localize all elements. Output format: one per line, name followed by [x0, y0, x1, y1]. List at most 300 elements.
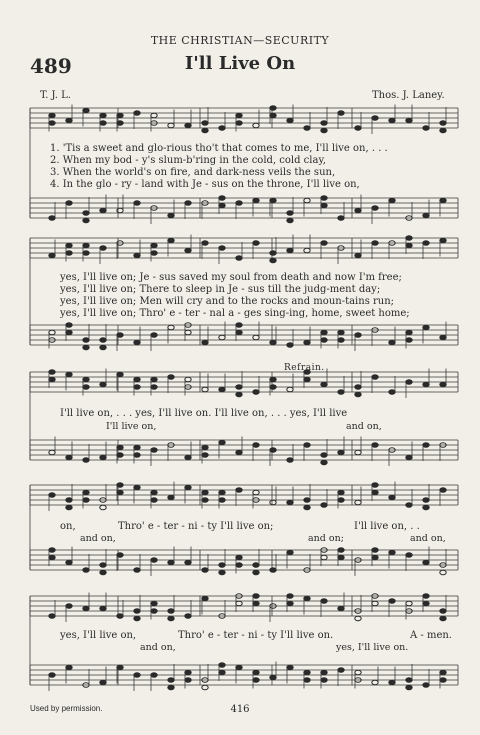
note-head: [338, 498, 344, 503]
note-head: [100, 338, 106, 343]
note-head: [389, 340, 395, 345]
note-head: [219, 440, 225, 445]
note-head: [134, 111, 140, 116]
note-head: [117, 453, 123, 458]
note-head: [406, 553, 412, 558]
note-head: [270, 448, 276, 453]
refrain-line-2-treble-c: I'll live on, . .: [354, 521, 420, 532]
note-head: [117, 483, 123, 488]
note-head: [304, 498, 310, 503]
note-head: [49, 121, 55, 126]
note-head: [321, 196, 327, 201]
permission-note: Used by permission.: [30, 704, 103, 713]
note-head: [49, 253, 55, 258]
note-head: [287, 458, 293, 463]
note-head: [134, 385, 140, 390]
note-head: [321, 503, 327, 508]
note-head: [253, 594, 259, 599]
note-head: [253, 241, 259, 246]
note-head: [338, 606, 344, 611]
note-head: [406, 678, 412, 683]
note-head: [134, 616, 140, 621]
note-head: [185, 485, 191, 490]
note-head: [338, 338, 344, 343]
note-head: [338, 111, 344, 116]
note-head: [202, 340, 208, 345]
note-head: [355, 616, 361, 621]
note-head: [270, 113, 276, 118]
note-head: [66, 372, 72, 377]
note-head: [100, 121, 106, 126]
verse-3-line-2: yes, I'll live on; Men will cry and to the rocks and moun-tains run;: [60, 296, 395, 307]
refrain-line-2-treble-b: Thro' e - ter - ni - ty I'll live on;: [118, 521, 274, 532]
note-head: [168, 238, 174, 243]
note-head: [151, 498, 157, 503]
note-head: [372, 375, 378, 380]
note-head: [66, 560, 72, 565]
note-head: [287, 343, 293, 348]
note-head: [49, 377, 55, 382]
note-head: [270, 258, 276, 263]
note-head: [270, 251, 276, 256]
note-head: [440, 670, 446, 675]
note-head: [219, 563, 225, 568]
note-head: [372, 680, 378, 685]
note-head: [168, 123, 174, 128]
note-head: [49, 555, 55, 560]
note-head: [372, 443, 378, 448]
note-head: [355, 126, 361, 131]
note-head: [440, 382, 446, 387]
note-head: [423, 560, 429, 565]
note-head: [423, 325, 429, 330]
note-head: [66, 201, 72, 206]
note-head: [304, 443, 310, 448]
note-head: [151, 490, 157, 495]
note-head: [100, 680, 106, 685]
note-head: [321, 599, 327, 604]
note-head: [440, 678, 446, 683]
refrain-line-3-amen: A - men.: [410, 630, 452, 641]
note-head: [168, 325, 174, 330]
note-head: [151, 673, 157, 678]
note-head: [202, 445, 208, 450]
note-head: [83, 108, 89, 113]
note-head: [355, 500, 361, 505]
note-head: [66, 251, 72, 256]
note-head: [117, 445, 123, 450]
note-head: [236, 330, 242, 335]
page-number: 416: [230, 704, 250, 715]
note-head: [253, 390, 259, 395]
note-head: [321, 330, 327, 335]
note-head: [185, 201, 191, 206]
note-head: [270, 568, 276, 573]
note-head: [236, 113, 242, 118]
refrain-line-3-bass-b: yes, I'll live on.: [336, 642, 409, 653]
note-head: [236, 121, 242, 126]
note-head: [83, 490, 89, 495]
note-head: [83, 218, 89, 223]
note-head: [406, 330, 412, 335]
note-head: [83, 251, 89, 256]
note-head: [134, 453, 140, 458]
note-head: [202, 490, 208, 495]
note-head: [236, 665, 242, 670]
note-head: [321, 121, 327, 126]
note-head: [83, 243, 89, 248]
note-head: [406, 118, 412, 123]
note-head: [321, 453, 327, 458]
note-head: [202, 596, 208, 601]
note-head: [83, 385, 89, 390]
note-head: [219, 196, 225, 201]
note-head: [372, 548, 378, 553]
note-head: [304, 248, 310, 253]
note-head: [151, 609, 157, 614]
note-head: [321, 203, 327, 208]
note-head: [100, 505, 106, 510]
note-head: [168, 213, 174, 218]
note-head: [406, 236, 412, 241]
note-head: [134, 673, 140, 678]
note-head: [372, 241, 378, 246]
refrain-line-1-treble: I'll live on, . . . yes, I'll live on. I'll live on, . . . yes, I'll live: [60, 408, 348, 419]
note-head: [270, 675, 276, 680]
note-head: [304, 377, 310, 382]
note-head: [185, 248, 191, 253]
note-head: [236, 488, 242, 493]
note-head: [151, 243, 157, 248]
note-head: [219, 246, 225, 251]
note-head: [440, 198, 446, 203]
note-head: [151, 558, 157, 563]
note-head: [270, 377, 276, 382]
note-head: [117, 553, 123, 558]
note-head: [321, 678, 327, 683]
note-head: [321, 241, 327, 246]
note-head: [117, 372, 123, 377]
note-head: [355, 392, 361, 397]
note-head: [440, 616, 446, 621]
note-head: [83, 498, 89, 503]
verse-2-line-2: yes, I'll live on; There to sleep in Je - sus till the judg-ment day;: [60, 284, 381, 295]
note-head: [202, 121, 208, 126]
note-head: [338, 450, 344, 455]
note-head: [49, 450, 55, 455]
note-head: [321, 338, 327, 343]
note-head: [117, 614, 123, 619]
refrain-line-3-treble-b: Thro' e - ter - ni - ty I'll live on.: [178, 630, 334, 641]
note-head: [321, 128, 327, 133]
note-head: [66, 665, 72, 670]
note-head: [66, 455, 72, 460]
note-head: [49, 216, 55, 221]
note-head: [134, 377, 140, 382]
note-head: [151, 601, 157, 606]
note-head: [202, 241, 208, 246]
note-head: [423, 498, 429, 503]
hymn-number: 489: [30, 54, 72, 78]
note-head: [355, 385, 361, 390]
note-head: [202, 568, 208, 573]
refrain-line-3-treble-a: yes, I'll live on,: [60, 630, 137, 641]
note-head: [406, 503, 412, 508]
note-head: [389, 495, 395, 500]
note-head: [389, 680, 395, 685]
note-head: [49, 673, 55, 678]
note-head: [219, 490, 225, 495]
note-head: [389, 390, 395, 395]
note-head: [202, 128, 208, 133]
refrain-line-2-treble-a: on,: [60, 521, 76, 532]
note-head: [168, 495, 174, 500]
note-head: [440, 609, 446, 614]
note-head: [423, 241, 429, 246]
note-head: [83, 345, 89, 350]
refrain-line-2-bass-b: and on;: [308, 533, 344, 544]
note-head: [236, 555, 242, 560]
note-head: [389, 118, 395, 123]
note-head: [304, 596, 310, 601]
note-head: [151, 448, 157, 453]
note-head: [83, 211, 89, 216]
note-head: [287, 500, 293, 505]
note-head: [134, 445, 140, 450]
note-head: [304, 126, 310, 131]
note-head: [321, 670, 327, 675]
note-head: [168, 678, 174, 683]
note-head: [236, 201, 242, 206]
note-head: [287, 594, 293, 599]
note-head: [100, 563, 106, 568]
verse-4-line-2: yes, I'll live on; Thro' e - ter - nal a - ges sing-ing, home, sweet home;: [60, 308, 410, 319]
note-head: [287, 550, 293, 555]
note-head: [100, 570, 106, 575]
note-head: [185, 377, 191, 382]
note-head: [66, 243, 72, 248]
note-head: [168, 375, 174, 380]
note-head: [423, 126, 429, 131]
note-head: [287, 601, 293, 606]
note-head: [49, 493, 55, 498]
note-head: [270, 385, 276, 390]
note-head: [440, 121, 446, 126]
note-head: [287, 665, 293, 670]
note-head: [134, 340, 140, 345]
note-head: [423, 505, 429, 510]
note-head: [100, 455, 106, 460]
note-head: [117, 665, 123, 670]
note-head: [219, 498, 225, 503]
note-head: [338, 668, 344, 673]
note-head: [100, 113, 106, 118]
refrain-line-1-bass-b: and on,: [346, 421, 382, 432]
note-head: [100, 208, 106, 213]
note-head: [440, 488, 446, 493]
note-head: [185, 670, 191, 675]
note-head: [185, 123, 191, 128]
refrain-line-1-bass-a: I'll live on,: [106, 421, 157, 432]
note-head: [389, 599, 395, 604]
verse-4: 4. In the glo - ry - land with Je - sus on the throne, I'll live on,: [50, 179, 360, 190]
note-head: [270, 198, 276, 203]
note-head: [202, 453, 208, 458]
note-head: [66, 498, 72, 503]
note-head: [100, 606, 106, 611]
note-head: [134, 609, 140, 614]
note-head: [406, 380, 412, 385]
note-head: [49, 370, 55, 375]
note-head: [253, 443, 259, 448]
note-head: [389, 198, 395, 203]
note-head: [406, 685, 412, 690]
note-head: [338, 555, 344, 560]
note-head: [440, 128, 446, 133]
note-head: [355, 333, 361, 338]
section-heading: THE CHRISTIAN—SECURITY: [150, 34, 330, 47]
note-head: [355, 208, 361, 213]
note-head: [423, 601, 429, 606]
note-head: [202, 498, 208, 503]
note-head: [355, 253, 361, 258]
hymn-title: I'll Live On: [184, 53, 296, 74]
note-head: [304, 505, 310, 510]
note-head: [304, 340, 310, 345]
note-head: [134, 253, 140, 258]
note-head: [338, 330, 344, 335]
note-head: [185, 678, 191, 683]
note-head: [372, 206, 378, 211]
verse-1: 1. 'Tis a sweet and glo-rious tho't that comes to me, I'll live on, . . .: [50, 143, 388, 154]
note-head: [185, 560, 191, 565]
note-head: [100, 345, 106, 350]
note-head: [253, 670, 259, 675]
note-head: [219, 670, 225, 675]
note-head: [406, 601, 412, 606]
note-head: [134, 201, 140, 206]
refrain-line-2-bass-a: and on,: [80, 533, 116, 544]
note-head: [253, 490, 259, 495]
note-head: [100, 246, 106, 251]
note-head: [287, 118, 293, 123]
note-head: [66, 505, 72, 510]
note-head: [321, 555, 327, 560]
note-head: [219, 203, 225, 208]
words-credit: T. J. L.: [40, 90, 71, 101]
note-head: [151, 113, 157, 118]
note-head: [440, 335, 446, 340]
note-head: [219, 126, 225, 131]
note-head: [100, 382, 106, 387]
note-head: [406, 243, 412, 248]
note-head: [202, 685, 208, 690]
note-head: [321, 382, 327, 387]
note-head: [117, 121, 123, 126]
note-head: [423, 382, 429, 387]
note-head: [117, 490, 123, 495]
note-head: [406, 455, 412, 460]
note-head: [372, 116, 378, 121]
note-head: [287, 387, 293, 392]
note-head: [49, 614, 55, 619]
note-head: [253, 123, 259, 128]
note-head: [440, 238, 446, 243]
note-head: [423, 443, 429, 448]
note-head: [134, 485, 140, 490]
note-head: [83, 458, 89, 463]
note-head: [185, 614, 191, 619]
note-head: [49, 330, 55, 335]
note-head: [253, 335, 259, 340]
verse-1-line-2: yes, I'll live on; Je - sus saved my soul from death and now I'm free;: [60, 272, 402, 283]
note-head: [304, 670, 310, 675]
refrain-line-3-bass-a: and on,: [140, 642, 176, 653]
note-head: [49, 113, 55, 118]
note-head: [117, 113, 123, 118]
note-head: [372, 555, 378, 560]
note-head: [202, 387, 208, 392]
refrain-line-2-bass-c: and on,: [410, 533, 446, 544]
note-head: [168, 685, 174, 690]
note-head: [219, 570, 225, 575]
note-head: [355, 450, 361, 455]
note-head: [372, 601, 378, 606]
note-head: [406, 338, 412, 343]
note-head: [372, 490, 378, 495]
note-head: [338, 390, 344, 395]
note-head: [338, 548, 344, 553]
note-head: [253, 570, 259, 575]
note-head: [355, 670, 361, 675]
note-head: [270, 106, 276, 111]
note-head: [270, 500, 276, 505]
note-head: [151, 333, 157, 338]
note-head: [253, 601, 259, 606]
note-head: [287, 218, 293, 223]
note-head: [270, 340, 276, 345]
note-head: [134, 568, 140, 573]
note-head: [236, 601, 242, 606]
note-head: [236, 385, 242, 390]
note-head: [236, 563, 242, 568]
note-head: [253, 678, 259, 683]
note-head: [66, 118, 72, 123]
note-head: [253, 563, 259, 568]
note-head: [151, 251, 157, 256]
note-head: [321, 460, 327, 465]
note-head: [168, 609, 174, 614]
note-head: [423, 213, 429, 218]
music-credit: Thos. J. Laney.: [372, 90, 445, 101]
note-head: [219, 663, 225, 668]
note-head: [423, 683, 429, 688]
note-head: [83, 568, 89, 573]
note-head: [83, 338, 89, 343]
note-head: [338, 490, 344, 495]
refrain-label: Refrain.: [284, 363, 325, 373]
note-head: [440, 570, 446, 575]
note-head: [338, 216, 344, 221]
note-head: [372, 483, 378, 488]
note-head: [236, 450, 242, 455]
note-head: [83, 377, 89, 382]
note-head: [168, 616, 174, 621]
note-head: [287, 248, 293, 253]
note-head: [83, 606, 89, 611]
note-head: [236, 323, 242, 328]
note-head: [117, 333, 123, 338]
